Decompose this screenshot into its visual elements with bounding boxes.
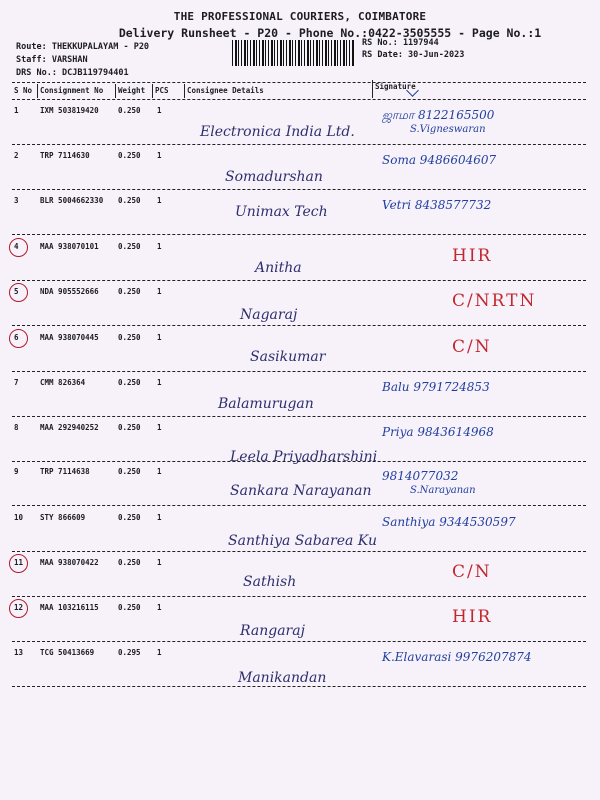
- delivery-status-mark: C/NRTN: [452, 291, 537, 311]
- row-consignment-no: TCG 50413669: [40, 648, 95, 657]
- signature-text: ஜாமா 8122165500: [382, 108, 495, 122]
- circled-number-mark: [9, 599, 28, 618]
- row-pcs: 1: [157, 513, 162, 522]
- col-separator: [152, 84, 153, 98]
- col-separator: [115, 84, 116, 98]
- drs-label: DRS No.: DCJB119794401: [16, 68, 129, 78]
- signature-text: K.Elavarasi 9976207874: [382, 650, 532, 664]
- signature-text: Priya 9843614968: [382, 425, 494, 439]
- row-sno: 11: [14, 558, 24, 567]
- row-pcs: 1: [157, 648, 162, 657]
- row-sno: 3: [14, 196, 19, 205]
- col-separator: [37, 84, 38, 98]
- row-sno: 7: [14, 378, 19, 387]
- row-pcs: 1: [157, 467, 162, 476]
- row-weight: 0.250: [118, 603, 141, 612]
- row-consignment-no: MAA 938070422: [40, 558, 99, 567]
- header-top-divider: [12, 82, 586, 83]
- consignee-name: Sathish: [243, 574, 297, 590]
- row-consignment-no: IXM 503819420: [40, 106, 99, 115]
- route-label: Route: THEKKUPALAYAM - P20: [16, 42, 150, 52]
- consignee-name: Anitha: [255, 260, 302, 276]
- row-weight: 0.250: [118, 423, 141, 432]
- consignee-name: Somadurshan: [225, 169, 323, 185]
- row-weight: 0.250: [118, 467, 141, 476]
- consignee-name: Sasikumar: [250, 349, 326, 365]
- row-weight: 0.295: [118, 648, 141, 657]
- barcode: [232, 40, 354, 66]
- col-consignment: Consignment No: [40, 86, 104, 95]
- col-separator: [184, 84, 185, 98]
- row-pcs: 1: [157, 333, 162, 342]
- table-row: [0, 100, 600, 145]
- consignee-name: Balamurugan: [218, 396, 314, 412]
- table-row: [0, 236, 600, 281]
- row-pcs: 1: [157, 106, 162, 115]
- row-pcs: 1: [157, 378, 162, 387]
- row-pcs: 1: [157, 558, 162, 567]
- col-separator: [372, 80, 373, 98]
- row-pcs: 1: [157, 287, 162, 296]
- table-row: [0, 145, 600, 190]
- staff-label: Staff: VARSHAN: [16, 55, 88, 65]
- table-row: [0, 461, 600, 506]
- row-consignment-no: TRP 7114638: [40, 467, 90, 476]
- table-row: [0, 190, 600, 235]
- row-sno: 9: [14, 467, 19, 476]
- row-sno: 4: [14, 242, 19, 251]
- rs-date: RS Date: 30-Jun-2023: [362, 50, 465, 60]
- row-weight: 0.250: [118, 333, 141, 342]
- row-pcs: 1: [157, 242, 162, 251]
- company-title: THE PROFESSIONAL COURIERS, COIMBATORE: [173, 10, 427, 23]
- table-row: [0, 327, 600, 372]
- circled-number-mark: [9, 238, 28, 257]
- row-pcs: 1: [157, 423, 162, 432]
- row-weight: 0.250: [118, 378, 141, 387]
- row-weight: 0.250: [118, 151, 141, 160]
- row-consignment-no: TRP 7114630: [40, 151, 90, 160]
- row-sno: 10: [14, 513, 24, 522]
- delivery-status-mark: HIR: [452, 607, 493, 627]
- table-row: [0, 507, 600, 552]
- row-weight: 0.250: [118, 558, 141, 567]
- row-pcs: 1: [157, 603, 162, 612]
- row-consignment-no: CMM 826364: [40, 378, 86, 387]
- delivery-status-mark: HIR: [452, 246, 493, 266]
- consignee-name: Leela Priyadharshini: [230, 449, 378, 465]
- signature-subtext: S.Narayanan: [410, 485, 476, 496]
- row-divider: [12, 686, 586, 687]
- row-sno: 5: [14, 287, 19, 296]
- row-consignment-no: NDA 905552666: [40, 287, 99, 296]
- consignee-name: Santhiya Sabarea Ku: [228, 533, 377, 549]
- row-sno: 13: [14, 648, 24, 657]
- col-consignee: Consignee Details: [187, 86, 264, 95]
- row-pcs: 1: [157, 196, 162, 205]
- row-divider: [12, 325, 586, 326]
- col-pcs: PCS: [155, 86, 169, 95]
- delivery-status-mark: C/N: [452, 337, 492, 357]
- row-divider: [12, 505, 586, 506]
- row-sno: 8: [14, 423, 19, 432]
- row-sno: 6: [14, 333, 19, 342]
- col-weight: Weight: [118, 86, 146, 95]
- row-pcs: 1: [157, 151, 162, 160]
- consignee-name: Unimax Tech: [235, 204, 328, 220]
- consignee-name: Rangaraj: [240, 623, 305, 639]
- table-row: [0, 281, 600, 326]
- row-weight: 0.250: [118, 287, 141, 296]
- table-row: [0, 642, 600, 687]
- row-consignment-no: MAA 938070101: [40, 242, 99, 251]
- table-row: [0, 552, 600, 597]
- row-divider: [12, 234, 586, 235]
- row-consignment-no: MAA 103216115: [40, 603, 99, 612]
- signature-text: 9814077032: [382, 469, 459, 483]
- consignee-name: Electronica India Ltd.: [200, 124, 355, 140]
- consignee-name: Sankara Narayanan: [230, 483, 372, 499]
- circled-number-mark: [9, 329, 28, 348]
- row-weight: 0.250: [118, 242, 141, 251]
- row-consignment-no: BLR 5004662330: [40, 196, 104, 205]
- row-weight: 0.250: [118, 513, 141, 522]
- row-consignment-no: STY 866609: [40, 513, 86, 522]
- signature-text: Santhiya 9344530597: [382, 515, 516, 529]
- signature-subtext: S.Vigneswaran: [410, 124, 486, 135]
- row-weight: 0.250: [118, 196, 141, 205]
- table-row: [0, 417, 600, 465]
- rs-number: RS No.: 1197944: [362, 38, 439, 48]
- row-sno: 12: [14, 603, 24, 612]
- row-consignment-no: MAA 938070445: [40, 333, 99, 342]
- signature-text: Balu 9791724853: [382, 380, 490, 394]
- signature-text: Soma 9486604607: [382, 153, 497, 167]
- signature-text: Vetri 8438577732: [382, 198, 492, 212]
- runsheet-subtitle: Delivery Runsheet - P20 - Phone No.:0422-3505555 - Page No.:1: [118, 26, 542, 40]
- circled-number-mark: [9, 554, 28, 573]
- row-sno: 1: [14, 106, 19, 115]
- row-sno: 2: [14, 151, 19, 160]
- consignee-name: Manikandan: [238, 670, 327, 686]
- row-weight: 0.250: [118, 106, 141, 115]
- delivery-status-mark: C/N: [452, 562, 492, 582]
- table-row: [0, 597, 600, 642]
- table-row: [0, 372, 600, 417]
- col-signature: Signature: [375, 82, 416, 91]
- circled-number-mark: [9, 283, 28, 302]
- col-sno: S No: [14, 86, 33, 95]
- consignee-name: Nagaraj: [240, 307, 298, 323]
- row-consignment-no: MAA 292940252: [40, 423, 99, 432]
